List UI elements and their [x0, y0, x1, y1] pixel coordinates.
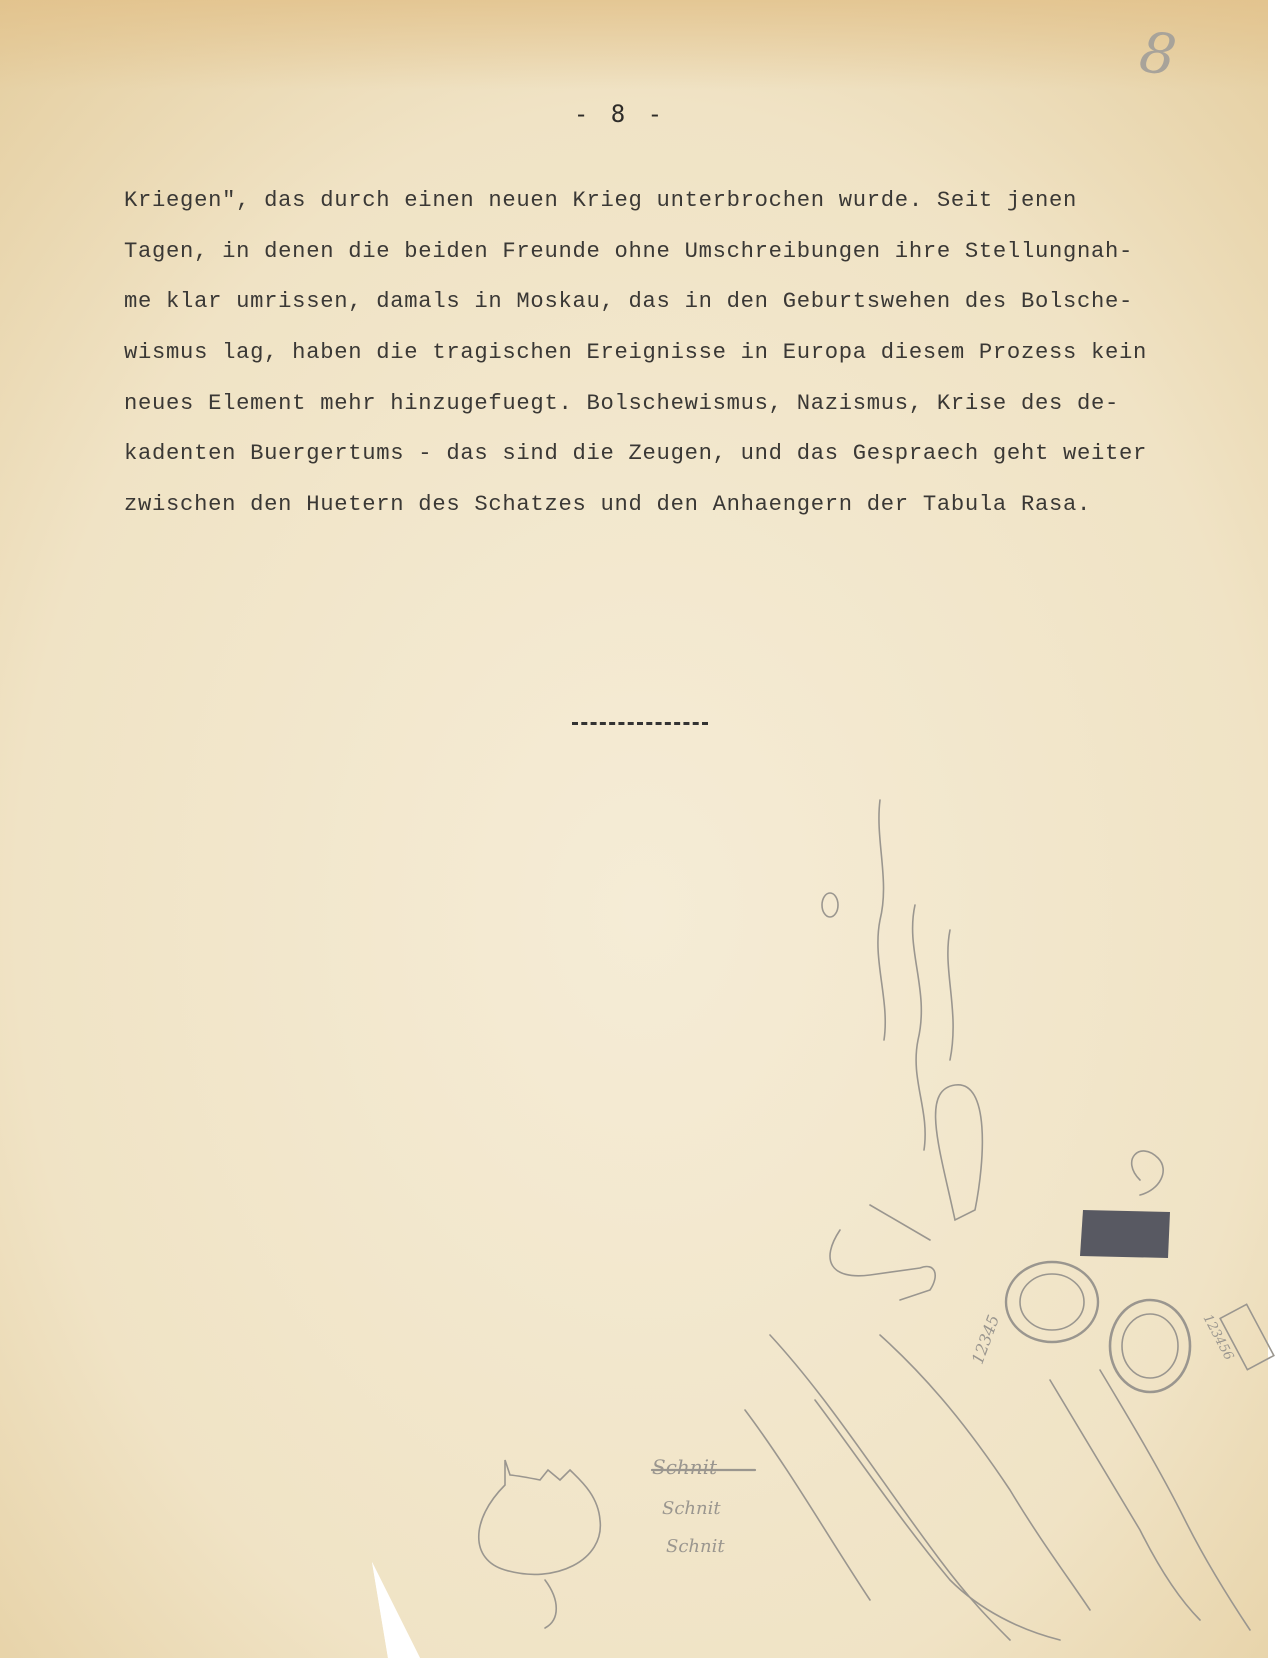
- shaded-block: [1080, 1210, 1170, 1258]
- ring-drawing: [1020, 1274, 1084, 1330]
- text-line: Tagen, in denen die beiden Freunde ohne Umschreibungen ihre Stellungnah-: [124, 238, 1134, 264]
- text-line: me klar umrissen, damals in Moskau, das in den Geburtswehen des Bolsche-: [124, 289, 1134, 315]
- pencil-stroke: [815, 1400, 1060, 1640]
- pencil-stroke: [822, 893, 838, 917]
- pencil-stroke: [545, 1580, 556, 1628]
- corner-page-number: 8: [1135, 19, 1180, 90]
- page-header: - 8 -: [573, 100, 667, 128]
- pencil-stroke: [1132, 1151, 1164, 1195]
- pencil-box-label-2: 12345: [967, 1312, 1004, 1367]
- cat-doodle: [479, 1460, 601, 1574]
- text-line: neues Element mehr hinzugefuegt. Bolschewismus, Nazismus, Krise des de-: [124, 390, 1120, 416]
- text-line: Kriegen", das durch einen neuen Krieg unterbrochen wurde. Seit jenen: [124, 188, 1077, 213]
- pencil-stroke: [745, 1410, 870, 1600]
- text-line: wismus lag, haben die tragischen Ereignisse in Europa diesem Prozess kein: [124, 340, 1148, 366]
- pencil-stroke: [870, 1205, 930, 1240]
- pencil-stroke: [830, 1230, 935, 1300]
- struck-word: Schnit: [652, 1455, 718, 1479]
- pencil-stroke: [913, 905, 926, 1150]
- pencil-word: Schnit: [666, 1536, 725, 1557]
- pencil-stroke: [770, 1335, 1010, 1640]
- ring-drawing: [1122, 1314, 1178, 1378]
- pencil-box-label: 123456: [1199, 1312, 1237, 1363]
- text-line: kadenten Buergertums - das sind die Zeugen, und das Gespraech geht weiter: [124, 441, 1148, 467]
- pencil-stroke: [880, 1335, 1090, 1610]
- pencil-word: Schnit: [662, 1498, 721, 1519]
- pencil-stroke: [948, 930, 953, 1060]
- pencil-stroke: [878, 800, 885, 1040]
- text-line: zwischen den Huetern des Schatzes und den Anhaengern der Tabula Rasa.: [124, 492, 1092, 518]
- pencil-stroke: [936, 1085, 983, 1220]
